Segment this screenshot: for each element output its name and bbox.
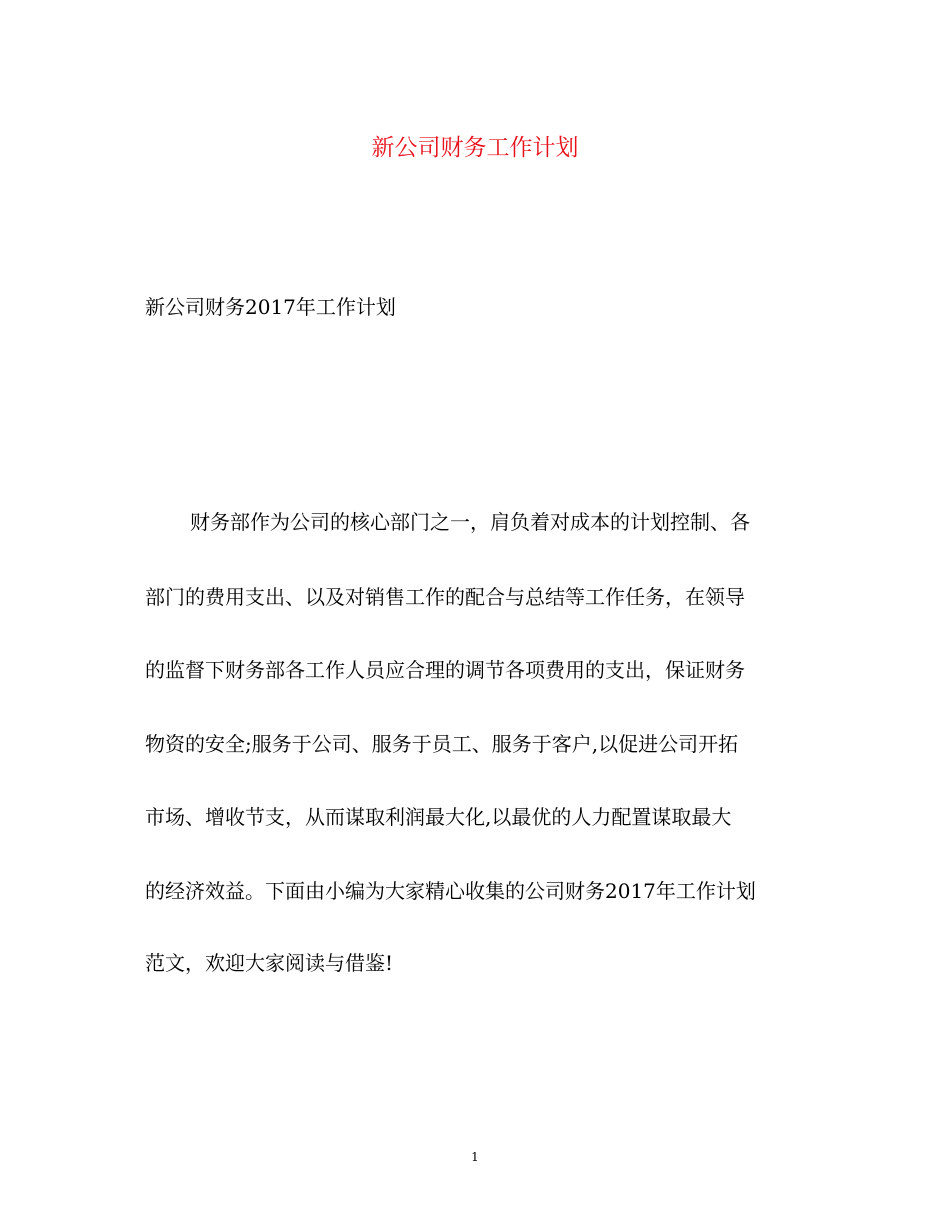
document-title: 新公司财务工作计划 — [371, 135, 579, 161]
paragraph-line: 市场、增收节支，从而谋取利润最大化,以最优的人力配置谋取最大 — [145, 805, 732, 829]
paragraph-line: 部门的费用支出、以及对销售工作的配合与总结等工作任务，在领导 — [145, 585, 745, 609]
paragraph-line: 的监督下财务部各工作人员应合理的调节各项费用的支出，保证财务 — [145, 658, 745, 682]
document-subtitle: 新公司财务2017年工作计划 — [145, 295, 396, 319]
paragraph-line: 的经济效益。下面由小编为大家精心收集的公司财务2017年工作计划 — [145, 879, 756, 903]
paragraph-line: 物资的安全;服务于公司、服务于员工、服务于客户,以促进公司开拓 — [145, 732, 739, 756]
page-number: 1 — [471, 1150, 479, 1164]
paragraph-line: 财务部作为公司的核心部门之一，肩负着对成本的计划控制、各 — [190, 510, 750, 534]
paragraph-line: 范文，欢迎大家阅读与借鉴! — [145, 951, 394, 975]
